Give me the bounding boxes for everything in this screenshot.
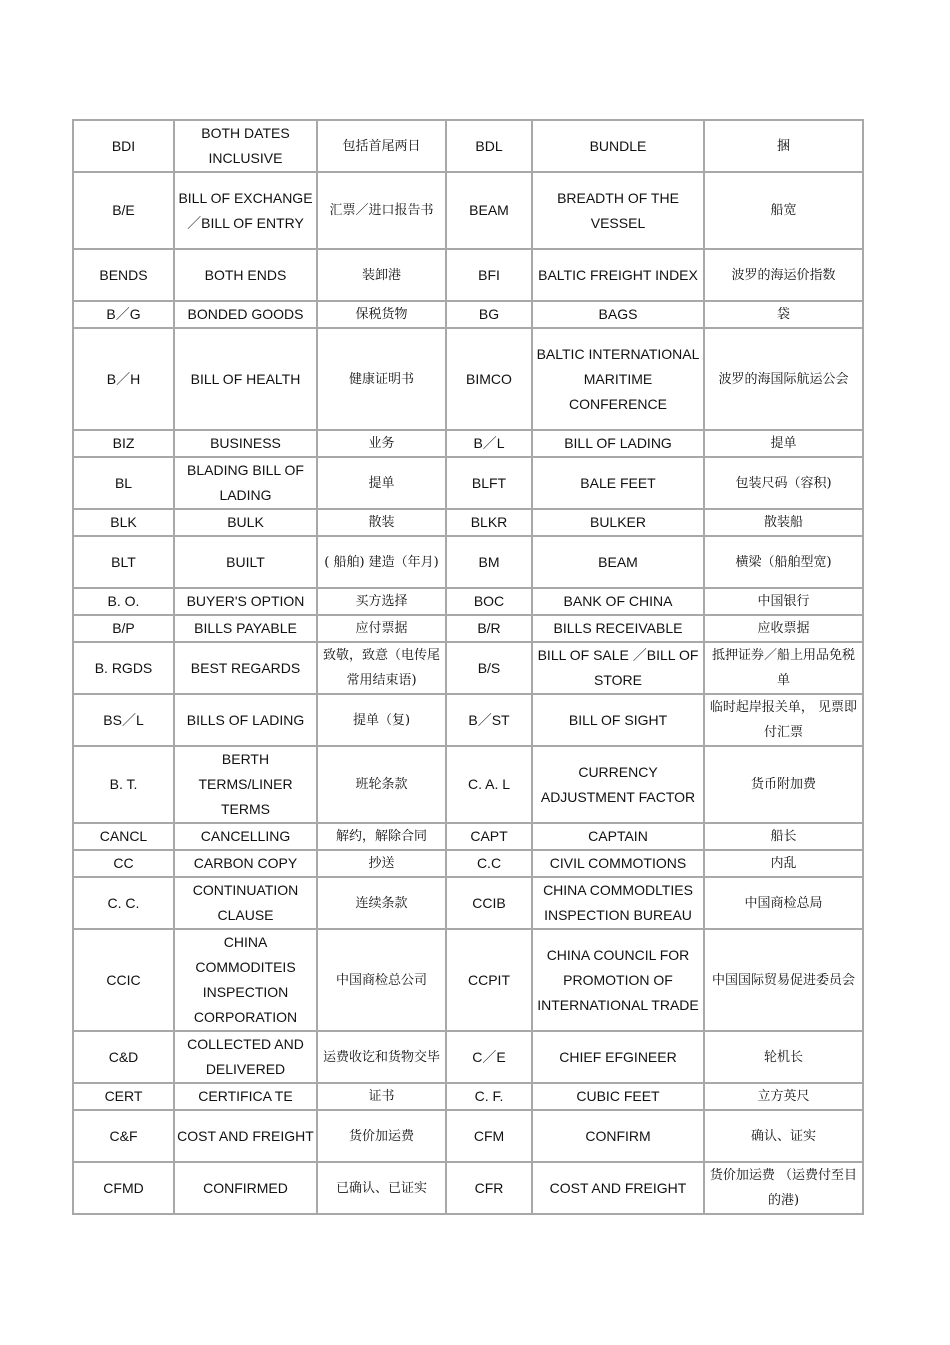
table-row [73, 457, 863, 509]
english-term-cell: CONFIRMED [174, 1162, 317, 1214]
chinese-term-cell: 中国商检总局 [704, 877, 863, 929]
abbreviation-cell: CANCL [73, 823, 174, 850]
english-term-cell: BULK [174, 509, 317, 536]
english-term-cell: BILLS RECEIVABLE [532, 615, 704, 642]
abbreviation-cell: C&F [73, 1110, 174, 1162]
english-term-cell: BLADING BILL OF LADING [174, 457, 317, 509]
english-term-cell: BUYER'S OPTION [174, 588, 317, 615]
chinese-term-cell: 货价加运费 [317, 1110, 446, 1162]
abbreviation-cell: C. A. L [446, 746, 532, 823]
abbreviation-cell: C. C. [73, 877, 174, 929]
table-row [73, 694, 863, 746]
abbreviation-cell: B. T. [73, 746, 174, 823]
chinese-term-cell: 立方英尺 [704, 1083, 863, 1110]
abbreviation-cell: CCIC [73, 929, 174, 1031]
english-term-cell: COST AND FREIGHT [174, 1110, 317, 1162]
english-term-cell: BALTIC INTERNATIONAL MARITIME CONFERENCE [532, 328, 704, 430]
chinese-term-cell: 已确认、已证实 [317, 1162, 446, 1214]
english-term-cell: CUBIC FEET [532, 1083, 704, 1110]
english-term-cell: BILL OF EXCHANGE ／BILL OF ENTRY [174, 172, 317, 249]
chinese-term-cell: 货价加运费 （运费付至目的港) [704, 1162, 863, 1214]
chinese-term-cell: 船长 [704, 823, 863, 850]
abbreviation-cell: CFM [446, 1110, 532, 1162]
english-term-cell: BILL OF LADING [532, 430, 704, 457]
english-term-cell: BILLS OF LADING [174, 694, 317, 746]
abbreviation-cell: BLKR [446, 509, 532, 536]
chinese-term-cell: 确认、证实 [704, 1110, 863, 1162]
english-term-cell: BILL OF SALE ／BILL OF STORE [532, 642, 704, 694]
english-term-cell: CURRENCY ADJUSTMENT FACTOR [532, 746, 704, 823]
abbreviation-cell: BG [446, 301, 532, 328]
chinese-term-cell: 提单（复) [317, 694, 446, 746]
chinese-term-cell: 提单 [704, 430, 863, 457]
table-row [73, 823, 863, 850]
chinese-term-cell: 中国银行 [704, 588, 863, 615]
chinese-term-cell: 解约，解除合同 [317, 823, 446, 850]
chinese-term-cell: 连续条款 [317, 877, 446, 929]
table-row [73, 301, 863, 328]
chinese-term-cell: 抵押证券／船上用品免税单 [704, 642, 863, 694]
table-row [73, 746, 863, 823]
table-row [73, 328, 863, 430]
english-term-cell: BANK OF CHINA [532, 588, 704, 615]
chinese-term-cell: 散装船 [704, 509, 863, 536]
english-term-cell: BAGS [532, 301, 704, 328]
english-term-cell: CONTINUATION CLAUSE [174, 877, 317, 929]
english-term-cell: BEAM [532, 536, 704, 588]
english-term-cell: CHINA COUNCIL FOR PROMOTION OF INTERNATIONAL TRADE [532, 929, 704, 1031]
abbreviation-cell: BLT [73, 536, 174, 588]
abbreviation-cell: B／G [73, 301, 174, 328]
chinese-term-cell: 临时起岸报关单， 见票即付汇票 [704, 694, 863, 746]
chinese-term-cell: 运费收讫和货物交毕 [317, 1031, 446, 1083]
english-term-cell: BEST REGARDS [174, 642, 317, 694]
abbreviation-cell: C. F. [446, 1083, 532, 1110]
english-term-cell: BUSINESS [174, 430, 317, 457]
chinese-term-cell: 健康证明书 [317, 328, 446, 430]
table-row [73, 172, 863, 249]
abbreviation-cell: CCPIT [446, 929, 532, 1031]
english-term-cell: BREADTH OF THE VESSEL [532, 172, 704, 249]
chinese-term-cell: ( 船舶) 建造（年月) [317, 536, 446, 588]
english-term-cell: BOTH DATES INCLUSIVE [174, 120, 317, 172]
chinese-term-cell: 波罗的海运价指数 [704, 249, 863, 301]
chinese-term-cell: 捆 [704, 120, 863, 172]
chinese-term-cell: 货币附加费 [704, 746, 863, 823]
chinese-term-cell: 波罗的海国际航运公会 [704, 328, 863, 430]
english-term-cell: BALTIC FREIGHT INDEX [532, 249, 704, 301]
abbreviation-cell: BLK [73, 509, 174, 536]
chinese-term-cell: 抄送 [317, 850, 446, 877]
chinese-term-cell: 散装 [317, 509, 446, 536]
abbreviation-cell: BLFT [446, 457, 532, 509]
chinese-term-cell: 装卸港 [317, 249, 446, 301]
abbreviation-cell: BFI [446, 249, 532, 301]
chinese-term-cell: 班轮条款 [317, 746, 446, 823]
abbreviation-cell: BS／L [73, 694, 174, 746]
chinese-term-cell: 应收票据 [704, 615, 863, 642]
english-term-cell: CAPTAIN [532, 823, 704, 850]
chinese-term-cell: 包装尺码（容积) [704, 457, 863, 509]
chinese-term-cell: 业务 [317, 430, 446, 457]
english-term-cell: CHINA COMMODLTIES INSPECTION BUREAU [532, 877, 704, 929]
chinese-term-cell: 横梁（船舶型宽) [704, 536, 863, 588]
english-term-cell: CARBON COPY [174, 850, 317, 877]
table-row [73, 615, 863, 642]
chinese-term-cell: 中国商检总公司 [317, 929, 446, 1031]
table-row [73, 1110, 863, 1162]
abbreviation-cell: BL [73, 457, 174, 509]
abbreviation-cell: BIZ [73, 430, 174, 457]
abbreviation-cell: B. O. [73, 588, 174, 615]
abbreviation-cell: B/R [446, 615, 532, 642]
abbreviation-cell: CAPT [446, 823, 532, 850]
english-term-cell: BILL OF SIGHT [532, 694, 704, 746]
english-term-cell: CONFIRM [532, 1110, 704, 1162]
table-row [73, 929, 863, 1031]
table-row [73, 1083, 863, 1110]
abbreviation-cell: C.C [446, 850, 532, 877]
english-term-cell: BALE FEET [532, 457, 704, 509]
english-term-cell: BERTH TERMS/LINER TERMS [174, 746, 317, 823]
english-term-cell: BOTH ENDS [174, 249, 317, 301]
english-term-cell: BONDED GOODS [174, 301, 317, 328]
chinese-term-cell: 应付票据 [317, 615, 446, 642]
abbreviation-cell: CFMD [73, 1162, 174, 1214]
table-row [73, 536, 863, 588]
abbreviation-table [72, 119, 864, 1215]
english-term-cell: CHIEF EFGINEER [532, 1031, 704, 1083]
english-term-cell: CHINA COMMODITEIS INSPECTION CORPORATION [174, 929, 317, 1031]
chinese-term-cell: 提单 [317, 457, 446, 509]
english-term-cell: BILL OF HEALTH [174, 328, 317, 430]
abbreviation-cell: C&D [73, 1031, 174, 1083]
chinese-term-cell: 汇票／进口报告书 [317, 172, 446, 249]
abbreviation-cell: B/E [73, 172, 174, 249]
abbreviation-cell: BIMCO [446, 328, 532, 430]
english-term-cell: BUILT [174, 536, 317, 588]
abbreviation-cell: CERT [73, 1083, 174, 1110]
english-term-cell: COLLECTED AND DELIVERED [174, 1031, 317, 1083]
abbreviation-cell: CCIB [446, 877, 532, 929]
abbreviation-cell: BOC [446, 588, 532, 615]
chinese-term-cell: 保税货物 [317, 301, 446, 328]
abbreviation-cell: B／ST [446, 694, 532, 746]
table-row [73, 642, 863, 694]
table-row [73, 588, 863, 615]
chinese-term-cell: 致敬，致意（电传尾常用结束语) [317, 642, 446, 694]
abbreviation-cell: BDL [446, 120, 532, 172]
chinese-term-cell: 包括首尾两日 [317, 120, 446, 172]
table-row [73, 509, 863, 536]
abbreviation-cell: B/S [446, 642, 532, 694]
english-term-cell: BILLS PAYABLE [174, 615, 317, 642]
english-term-cell: COST AND FREIGHT [532, 1162, 704, 1214]
english-term-cell: CERTIFICA TE [174, 1083, 317, 1110]
table-row [73, 430, 863, 457]
abbreviation-cell: C／E [446, 1031, 532, 1083]
table-row [73, 1162, 863, 1214]
table-row [73, 1031, 863, 1083]
chinese-term-cell: 中国国际贸易促进委员会 [704, 929, 863, 1031]
abbreviation-cell: B／L [446, 430, 532, 457]
table-row [73, 249, 863, 301]
abbreviation-cell: CFR [446, 1162, 532, 1214]
chinese-term-cell: 轮机长 [704, 1031, 863, 1083]
abbreviation-cell: B/P [73, 615, 174, 642]
english-term-cell: BULKER [532, 509, 704, 536]
abbreviation-cell: CC [73, 850, 174, 877]
abbreviation-cell: BENDS [73, 249, 174, 301]
chinese-term-cell: 袋 [704, 301, 863, 328]
table-row [73, 120, 863, 172]
abbreviation-cell: B／H [73, 328, 174, 430]
abbreviation-cell: B. RGDS [73, 642, 174, 694]
table-row [73, 850, 863, 877]
chinese-term-cell: 证书 [317, 1083, 446, 1110]
chinese-term-cell: 船宽 [704, 172, 863, 249]
english-term-cell: CANCELLING [174, 823, 317, 850]
chinese-term-cell: 内乱 [704, 850, 863, 877]
english-term-cell: CIVIL COMMOTIONS [532, 850, 704, 877]
chinese-term-cell: 买方选择 [317, 588, 446, 615]
abbreviation-cell: BEAM [446, 172, 532, 249]
abbreviation-cell: BDI [73, 120, 174, 172]
english-term-cell: BUNDLE [532, 120, 704, 172]
abbreviation-cell: BM [446, 536, 532, 588]
table-row [73, 877, 863, 929]
